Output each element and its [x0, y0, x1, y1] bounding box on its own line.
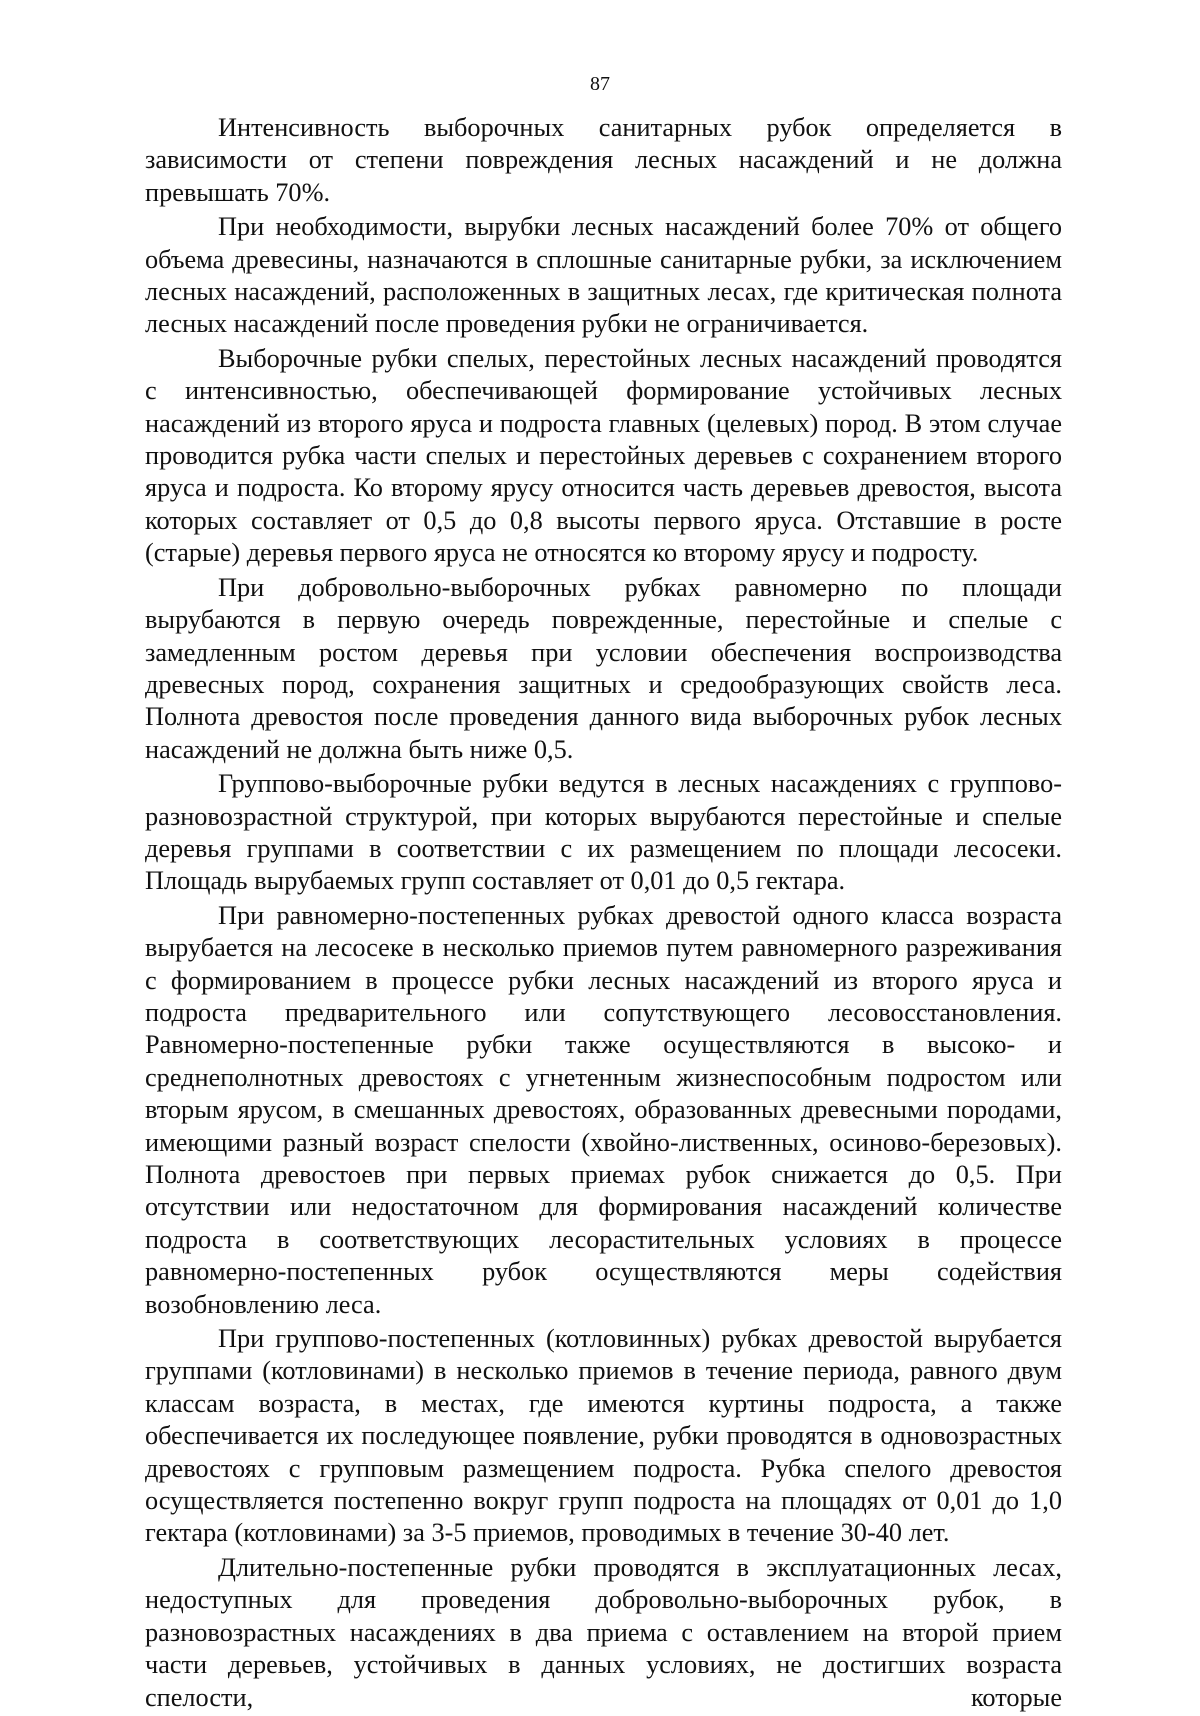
paragraph-sanitary-intensity: Интенсивность выборочных санитарных рубок определяется в зависимости от степени повреждения лесных насаждений и не должна превышать 70%. — [145, 113, 1062, 207]
paragraph-selective-cutting: Выборочные рубки спелых, перестойных лесных насаждений проводятся с интенсивностью, обеспечивающей формирование устойчивых лесных насаждений из второго яруса и подроста главных (целевых) пород. В этом случае проводится рубка части спелых и перестойных деревьев с сохранением второго яруса и подроста. Ко второму ярусу относится часть деревьев древостоя, высота которых составляет от 0,5 до 0,8 высоты первого яруса. Отставшие в росте (старые) деревья первого яруса не относятся ко второму ярусу и подросту. — [145, 343, 1062, 568]
page-number: 87 — [590, 73, 610, 95]
paragraph-long-term-gradual-cutting: Длительно-постепенные рубки проводятся в эксплуатационных лесах, недоступных для проведения добровольно-выборочных рубок, в разновозрастных насаждениях в два приема с оставлением на второй прием части деревьев, устойчивых в данных условиях, не достигших возраста спелости, которые — [145, 1552, 1062, 1712]
paragraph-group-gradual-cutting: При группово-постепенных (котловинных) рубках древостой вырубается группами (котловинами) в несколько приемов в течение периода, равного двум классам возраста, в местах, где имеются куртины подроста, а также обеспечивается их последующее появление, рубки проводятся в одновозрастных древостоях с групповым размещением подроста. Рубка спелого древостоя осуществляется постепенно вокруг групп подроста на площадях от 0,01 до 1,0 гектара (котловинами) за 3-5 приемов, проводимых в течение 30-40 лет. — [145, 1324, 1062, 1548]
paragraph-group-selective-cutting: Группово-выборочные рубки ведутся в лесных насаждениях с группово-разновозрастной структурой, при которых вырубаются перестойные и спелые деревья группами в соответствии с их размещением по площади лесосеки. Площадь вырубаемых групп составляет от 0,01 до 0,5 гектара. — [145, 769, 1062, 896]
paragraph-voluntary-selective-cutting: При добровольно-выборочных рубках равномерно по площади вырубаются в первую очередь поврежденные, перестойные и спелые с замедленным ростом деревья при условии обеспечения воспроизводства древесных пород, сохранения защитных и средообразующих свойств леса. Полнота древостоя после проведения данного вида выборочных рубок лесных насаждений не должна быть ниже 0,5. — [145, 572, 1062, 764]
document-body — [145, 112, 1062, 1716]
paragraph-clear-sanitary-cutting: При необходимости, вырубки лесных насаждений более 70% от общего объема древесины, назначаются в сплошные санитарные рубки, за исключением лесных насаждений, расположенных в защитных лесах, где критическая полнота лесных насаждений после проведения рубки не ограничивается. — [145, 212, 1062, 339]
paragraph-uniform-gradual-cutting: При равномерно-постепенных рубках древостой одного класса возраста вырубается на лесосеке в несколько приемов путем равномерного разреживания с формированием в процессе рубки лесных насаждений из второго яруса и подроста предварительного или сопутствующего лесовосстановления. Равномерно-постепенные рубки также осуществляются в высоко- и среднеполнотных древостоях с угнетенным жизнеспособным подростом или вторым ярусом, в смешанных древостоях, образованных древесными породами, имеющими разный возраст спелости (хвойно-лиственных, осиново-березовых). Полнота древостоев при первых приемах рубок снижается до 0,5. При отсутствии или недостаточном для формирования насаждений количестве подроста в соответствующих лесорастительных условиях в процессе равномерно-постепенных рубок осуществляются меры содействия возобновлению леса. — [145, 900, 1062, 1319]
